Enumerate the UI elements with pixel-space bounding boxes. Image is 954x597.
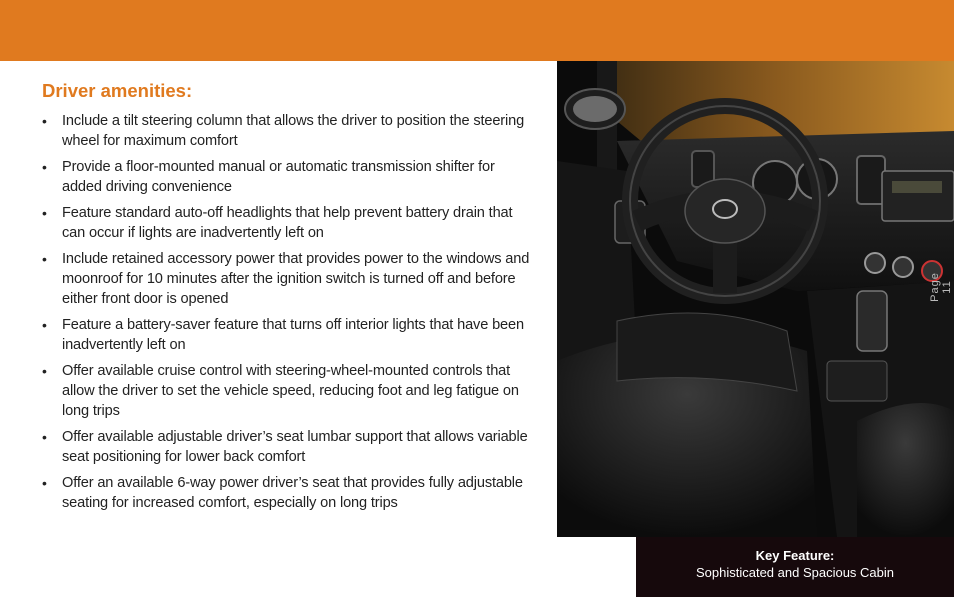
bullet: • <box>42 251 47 267</box>
list-item-text: Provide a floor-mounted manual or automatic transmission shifter for added driving convenience <box>62 159 495 195</box>
list-item-text: Include retained accessory power that provides power to the windows and moonroof for 10 minutes after the ignition switch is turned off and before either front door is opened <box>62 251 530 307</box>
key-feature-caption <box>636 537 954 597</box>
list-item-text: Feature standard auto-off headlights that help prevent battery drain that can occur if lights are inadvertently left on <box>62 205 513 241</box>
list-item-text: Offer an available 6-way power driver’s seat that provides fully adjustable seating for increased comfort, especially on long trips <box>62 475 523 511</box>
section-heading: Driver amenities: <box>42 80 193 101</box>
top-banner <box>0 0 954 61</box>
list-item <box>42 473 532 513</box>
caption-subtitle: Sophisticated and Spacious Cabin <box>695 565 895 580</box>
list-item <box>42 249 532 309</box>
list-item <box>42 111 532 151</box>
content-column <box>42 80 532 519</box>
list-item-text: Include a tilt steering column that allows the driver to position the steering wheel for maximum comfort <box>62 113 525 149</box>
bullet: • <box>42 113 47 129</box>
list-item-text: Offer available cruise control with steering-wheel-mounted controls that allow the driver to set the vehicle speed, reducing foot and leg fatigue on long trips <box>62 363 519 419</box>
list-item <box>42 427 532 467</box>
car-interior-photo <box>557 61 954 537</box>
list-item <box>42 361 532 421</box>
bullet: • <box>42 317 47 333</box>
bullet: • <box>42 475 47 491</box>
list-item <box>42 315 532 355</box>
list-item-text: Offer available adjustable driver’s seat lumbar support that allows variable seat positioning for lower back comfort <box>62 429 528 465</box>
bullet: • <box>42 429 47 445</box>
list-item <box>42 157 532 197</box>
amenities-list <box>42 111 532 513</box>
bullet: • <box>42 205 47 221</box>
bullet: • <box>42 363 47 379</box>
caption-title: Key Feature: <box>755 548 835 563</box>
list-item-text: Feature a battery-saver feature that turns off interior lights that have been inadvertently left on <box>62 317 524 353</box>
page-number: Page 11 <box>929 272 953 302</box>
list-item <box>42 203 532 243</box>
bullet: • <box>42 159 47 175</box>
